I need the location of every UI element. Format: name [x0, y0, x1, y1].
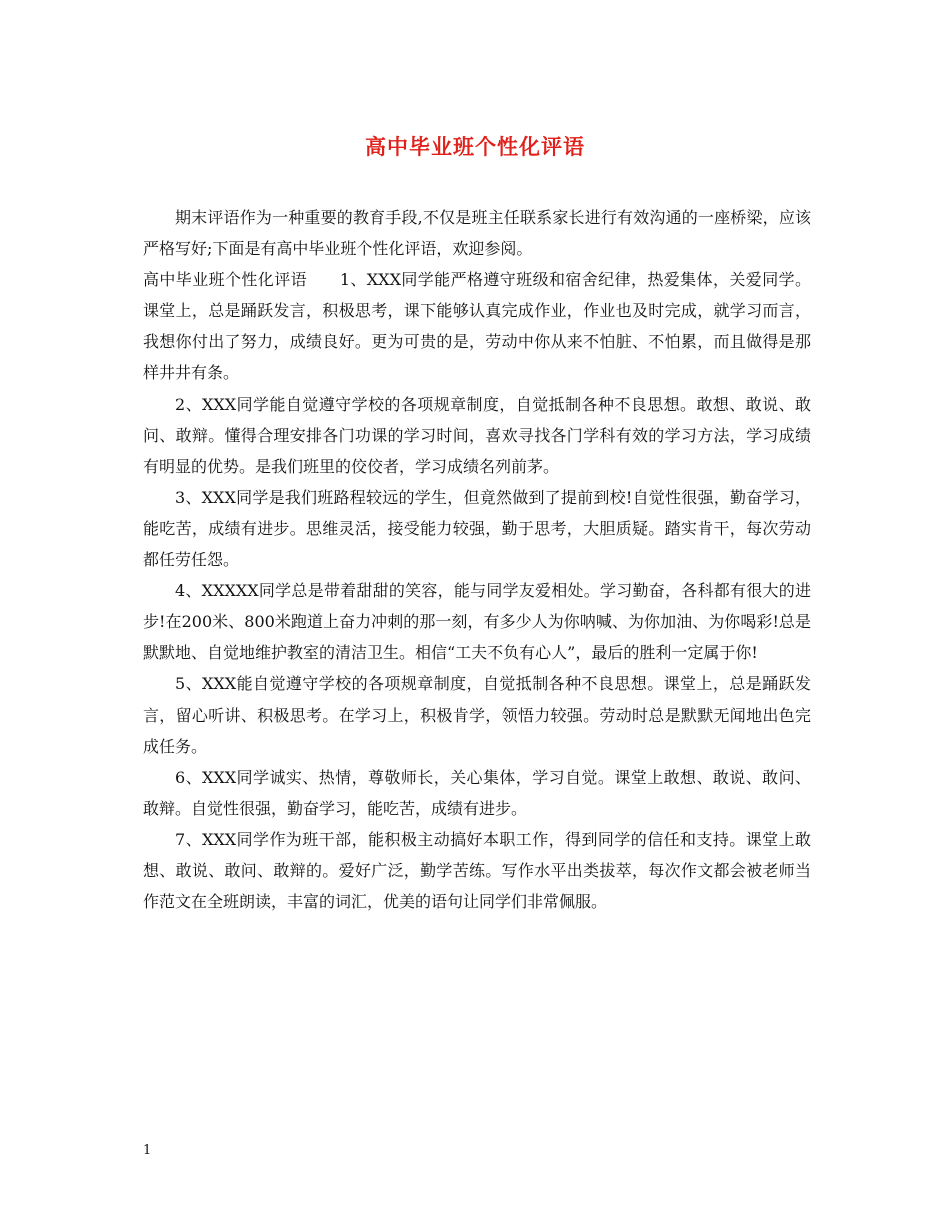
document-title: 高中毕业班个性化评语 — [365, 134, 585, 159]
comment-paragraph-1: 高中毕业班个性化评语 1、XXX同学能严格遵守班级和宿舍纪律，热爱集体，关爱同学。课堂上，总是踊跃发言，积极思考，课下能够认真完成作业，作业也及时完成，就学习而言，我想你付出了努力，成绩良好。更为可贵的是，劳动中你从来不怕脏、不怕累，而且做得是那样井井有条。 — [143, 270, 811, 383]
comment-paragraph-6: 6、XXX同学诚实、热情，尊敬师长，关心集体，学习自觉。课堂上敢想、敢说、敢问、敢辩。自觉性很强，勤奋学习，能吃苦，成绩有进步。 — [143, 767, 811, 818]
comment-paragraph-5: 5、XXX能自觉遵守学校的各项规章制度，自觉抵制各种不良思想。课堂上，总是踊跃发言，留心听讲、积极思考。在学习上，积极肯学，领悟力较强。劳动时总是默默无闻地出色完成任务。 — [143, 674, 811, 756]
comment-paragraph-7: 7、XXX同学作为班干部，能积极主动搞好本职工作，得到同学的信任和支持。课堂上敢想、敢说、敢问、敢辩的。爱好广泛，勤学苦练。写作水平出类拔萃，每次作文都会被老师当作范文在全班朗读，丰富的词汇，优美的语句让同学们非常佩服。 — [143, 829, 811, 912]
comment-paragraph-2: 2、XXX同学能自觉遵守学校的各项规章制度，自觉抵制各种不良思想。敢想、敢说、敢问、敢辩。懂得合理安排各门功课的学习时间，喜欢寻找各门学科有效的学习方法，学习成绩有明显的优势。是我们班里的佼佼者，学习成绩名列前茅。 — [143, 394, 811, 476]
comment-paragraph-3: 3、XXX同学是我们班路程较远的学生，但竟然做到了提前到校!自觉性很强，勤奋学习，能吃苦，成绩有进步。思维灵活，接受能力较强，勤于思考，大胆质疑。踏实肯干，每次劳动都任劳任怨。 — [143, 487, 811, 570]
page-number: 1 — [143, 1143, 152, 1158]
intro-paragraph: 期末评语作为一种重要的教育手段,不仅是班主任联系家长进行有效沟通的一座桥梁，应该严格写好;下面是有高中毕业班个性化评语，欢迎参阅。 — [143, 208, 811, 259]
comment-paragraph-4: 4、XXXXX同学总是带着甜甜的笑容，能与同学友爱相处。学习勤奋，各科都有很大的进步!在200米、800米跑道上奋力冲刺的那一刻，有多少人为你呐喊、为你加油、为你喝彩!总是默默地、自觉地维护教室的清洁卫生。相信“工夫不负有心人”，最后的胜利一定属于你! — [143, 581, 811, 663]
document-body — [143, 202, 811, 917]
